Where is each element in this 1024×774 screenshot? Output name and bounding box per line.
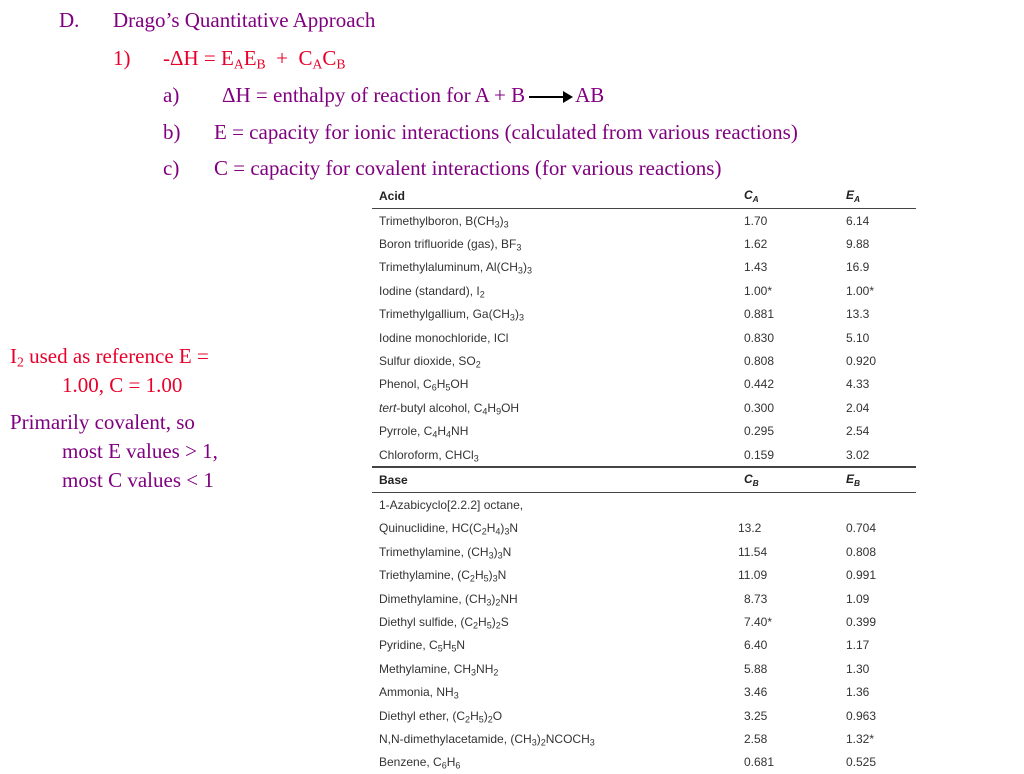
covalent-note: Primarily covalent, so most E values > 1, most C values < 1	[10, 410, 218, 492]
acid-e-value: 16.9	[846, 260, 870, 275]
acid-rows	[372, 209, 916, 466]
base-c-value: 2.58	[744, 731, 768, 746]
base-name: Ammonia, $NH_3$	[379, 685, 459, 701]
acid-c-value: 0.830	[744, 330, 775, 345]
base-name: Methylamine, $CH_3NH_2$	[379, 661, 499, 678]
base-e-value: 1.32*	[846, 731, 875, 746]
acid-c-value: 0.808	[744, 354, 775, 369]
base-c-value: 6.40	[744, 638, 768, 653]
item-a-marker: a)	[163, 83, 180, 107]
drago-parameter-table	[372, 184, 916, 774]
heading-marker: D.	[59, 8, 80, 32]
cb-column-header: $C_B$	[744, 472, 759, 489]
acid-table-row	[372, 349, 916, 372]
base-e-value: 0.991	[846, 568, 877, 583]
base-c-value: 7.40*	[744, 614, 773, 629]
base-table-row	[372, 704, 916, 727]
acid-c-value: 1.00*	[744, 283, 773, 298]
base-e-value: 1.09	[846, 591, 870, 606]
base-c-value: 3.46	[744, 685, 768, 700]
item-a	[222, 83, 604, 108]
acid-c-value: 0.295	[744, 424, 775, 439]
base-table-row	[372, 587, 916, 610]
base-name: Trimethylamine, $(CH_3)_3N$	[379, 544, 512, 561]
item-c-text: C = capacity for covalent interactions (for various reactions)	[214, 156, 722, 180]
base-name: 1-Azabicyclo[2.2.2] octane,	[379, 497, 524, 512]
acid-c-value: 0.881	[744, 307, 775, 322]
acid-name: Trimethylgallium, $Ga(CH_3)_3$	[379, 307, 524, 323]
base-table-row	[372, 727, 916, 750]
ca-column-header: $C_A$	[744, 188, 759, 204]
acid-table-row	[372, 303, 916, 326]
acid-name: Iodine (standard), $I_2$	[379, 283, 485, 300]
reference-note: $I_2$ used as reference E = 1.00, C = 1.00	[10, 344, 209, 397]
base-table-row	[372, 680, 916, 703]
drago-equation: $-\Delta H = E_AE_B + C_AC_B$	[163, 46, 346, 72]
acid-c-value: 0.442	[744, 377, 775, 392]
base-c-value: 13.2	[738, 521, 762, 536]
base-c-value: 8.73	[744, 591, 768, 606]
acid-table-row	[372, 209, 916, 232]
equation-prefix: -ΔH = E	[163, 46, 234, 70]
item-b-text: E = capacity for ionic interactions (calculated from various reactions)	[214, 120, 798, 144]
acid-c-value: 1.70	[744, 213, 768, 228]
eb-column-header: $E_B$	[846, 472, 861, 489]
ea-column-header: $E_A$	[846, 188, 861, 204]
acid-name: Trimethylboron, $B(CH_3)_3$	[379, 213, 509, 230]
base-e-value: 0.963	[846, 708, 877, 723]
acid-e-value: 5.10	[846, 330, 870, 345]
base-e-value: 0.808	[846, 544, 877, 559]
base-table-row	[372, 657, 916, 680]
acid-table-row	[372, 326, 916, 349]
acid-header-row	[372, 184, 916, 209]
acid-e-value: 4.33	[846, 377, 870, 392]
item-a-text: ΔH = enthalpy of reaction for A + B	[222, 83, 526, 107]
acid-e-value: 3.02	[846, 447, 870, 462]
item-c-marker: c)	[163, 156, 180, 180]
reaction-arrow-icon	[529, 90, 573, 104]
acid-e-value: 2.04	[846, 400, 870, 415]
acid-e-value: 0.920	[846, 354, 877, 369]
base-c-value: 0.681	[744, 755, 775, 770]
base-name: Diethyl ether, $(C_2H_5)_2O$	[379, 708, 503, 725]
base-c-value: 3.25	[744, 708, 768, 723]
acid-e-value: 9.88	[846, 237, 870, 252]
acid-name: tert-butyl alcohol, $C_4H_9OH$	[379, 400, 520, 417]
base-table-row	[372, 493, 916, 516]
acid-c-value: 1.43	[744, 260, 768, 275]
base-e-value: 1.17	[846, 638, 870, 653]
acid-name: Phenol, $C_6H_5OH$	[379, 377, 469, 394]
acid-name: Chloroform, CHCl$_3$	[379, 447, 479, 464]
acid-table-row	[372, 279, 916, 302]
base-name: Dimethylamine, $(CH_3)_2NH$	[379, 591, 518, 608]
acid-c-value: 1.62	[744, 237, 768, 252]
acid-e-value: 2.54	[846, 424, 870, 439]
acid-table-row	[372, 443, 916, 466]
acid-column-header: Acid	[379, 189, 406, 203]
base-name: N,N-dimethylacetamide, $(CH_3)_2NCOCH_3$	[379, 731, 595, 748]
acid-e-value: 13.3	[846, 307, 870, 322]
base-column-header: Base	[379, 473, 408, 488]
acid-name: Pyrrole, $C_4H_4NH$	[379, 424, 469, 440]
acid-name: Sulfur dioxide, $SO_2$	[379, 354, 481, 370]
acid-table-row	[372, 373, 916, 396]
base-table-row	[372, 563, 916, 586]
base-name: Diethyl sulfide, $(C_2H_5)_2S$	[379, 614, 509, 631]
base-rows	[372, 493, 916, 774]
base-table-row	[372, 751, 916, 774]
page-title: Drago’s Quantitative Approach	[113, 8, 376, 32]
acid-table-row	[372, 396, 916, 419]
base-table-row	[372, 634, 916, 657]
base-table-row	[372, 540, 916, 563]
acid-c-value: 0.159	[744, 447, 775, 462]
base-c-value: 5.88	[744, 661, 768, 676]
base-c-value: 11.09	[738, 568, 768, 583]
base-header-row	[372, 466, 916, 493]
base-e-value: 0.525	[846, 755, 877, 770]
base-e-value: 0.399	[846, 614, 877, 629]
acid-name: Boron trifluoride (gas), $BF_3$	[379, 237, 522, 253]
base-name: Benzene, $C_6H_6$	[379, 755, 461, 771]
base-e-value: 1.30	[846, 661, 870, 676]
item-b-marker: b)	[163, 120, 181, 144]
item1-marker: 1)	[113, 46, 131, 70]
acid-table-row	[372, 232, 916, 255]
item-a-product: AB	[575, 83, 605, 107]
base-e-value: 0.704	[846, 521, 877, 536]
acid-c-value: 0.300	[744, 400, 775, 415]
base-c-value: 11.54	[738, 544, 768, 559]
acid-e-value: 6.14	[846, 213, 870, 228]
base-name: Triethylamine, $(C_2H_5)_3N$	[379, 568, 507, 584]
acid-name: Trimethylaluminum, $Al(CH_3)_3$	[379, 260, 532, 277]
acid-table-row	[372, 420, 916, 443]
acid-e-value: 1.00*	[846, 283, 875, 298]
base-name: Quinuclidine, $HC(C_2H_4)_3N$	[379, 521, 519, 538]
base-e-value: 1.36	[846, 685, 870, 700]
acid-name: Iodine monochloride, ICl	[379, 330, 509, 345]
base-name: Pyridine, $C_5H_5N$	[379, 638, 466, 655]
acid-table-row	[372, 256, 916, 279]
base-table-row	[372, 610, 916, 633]
base-table-row	[372, 517, 916, 540]
